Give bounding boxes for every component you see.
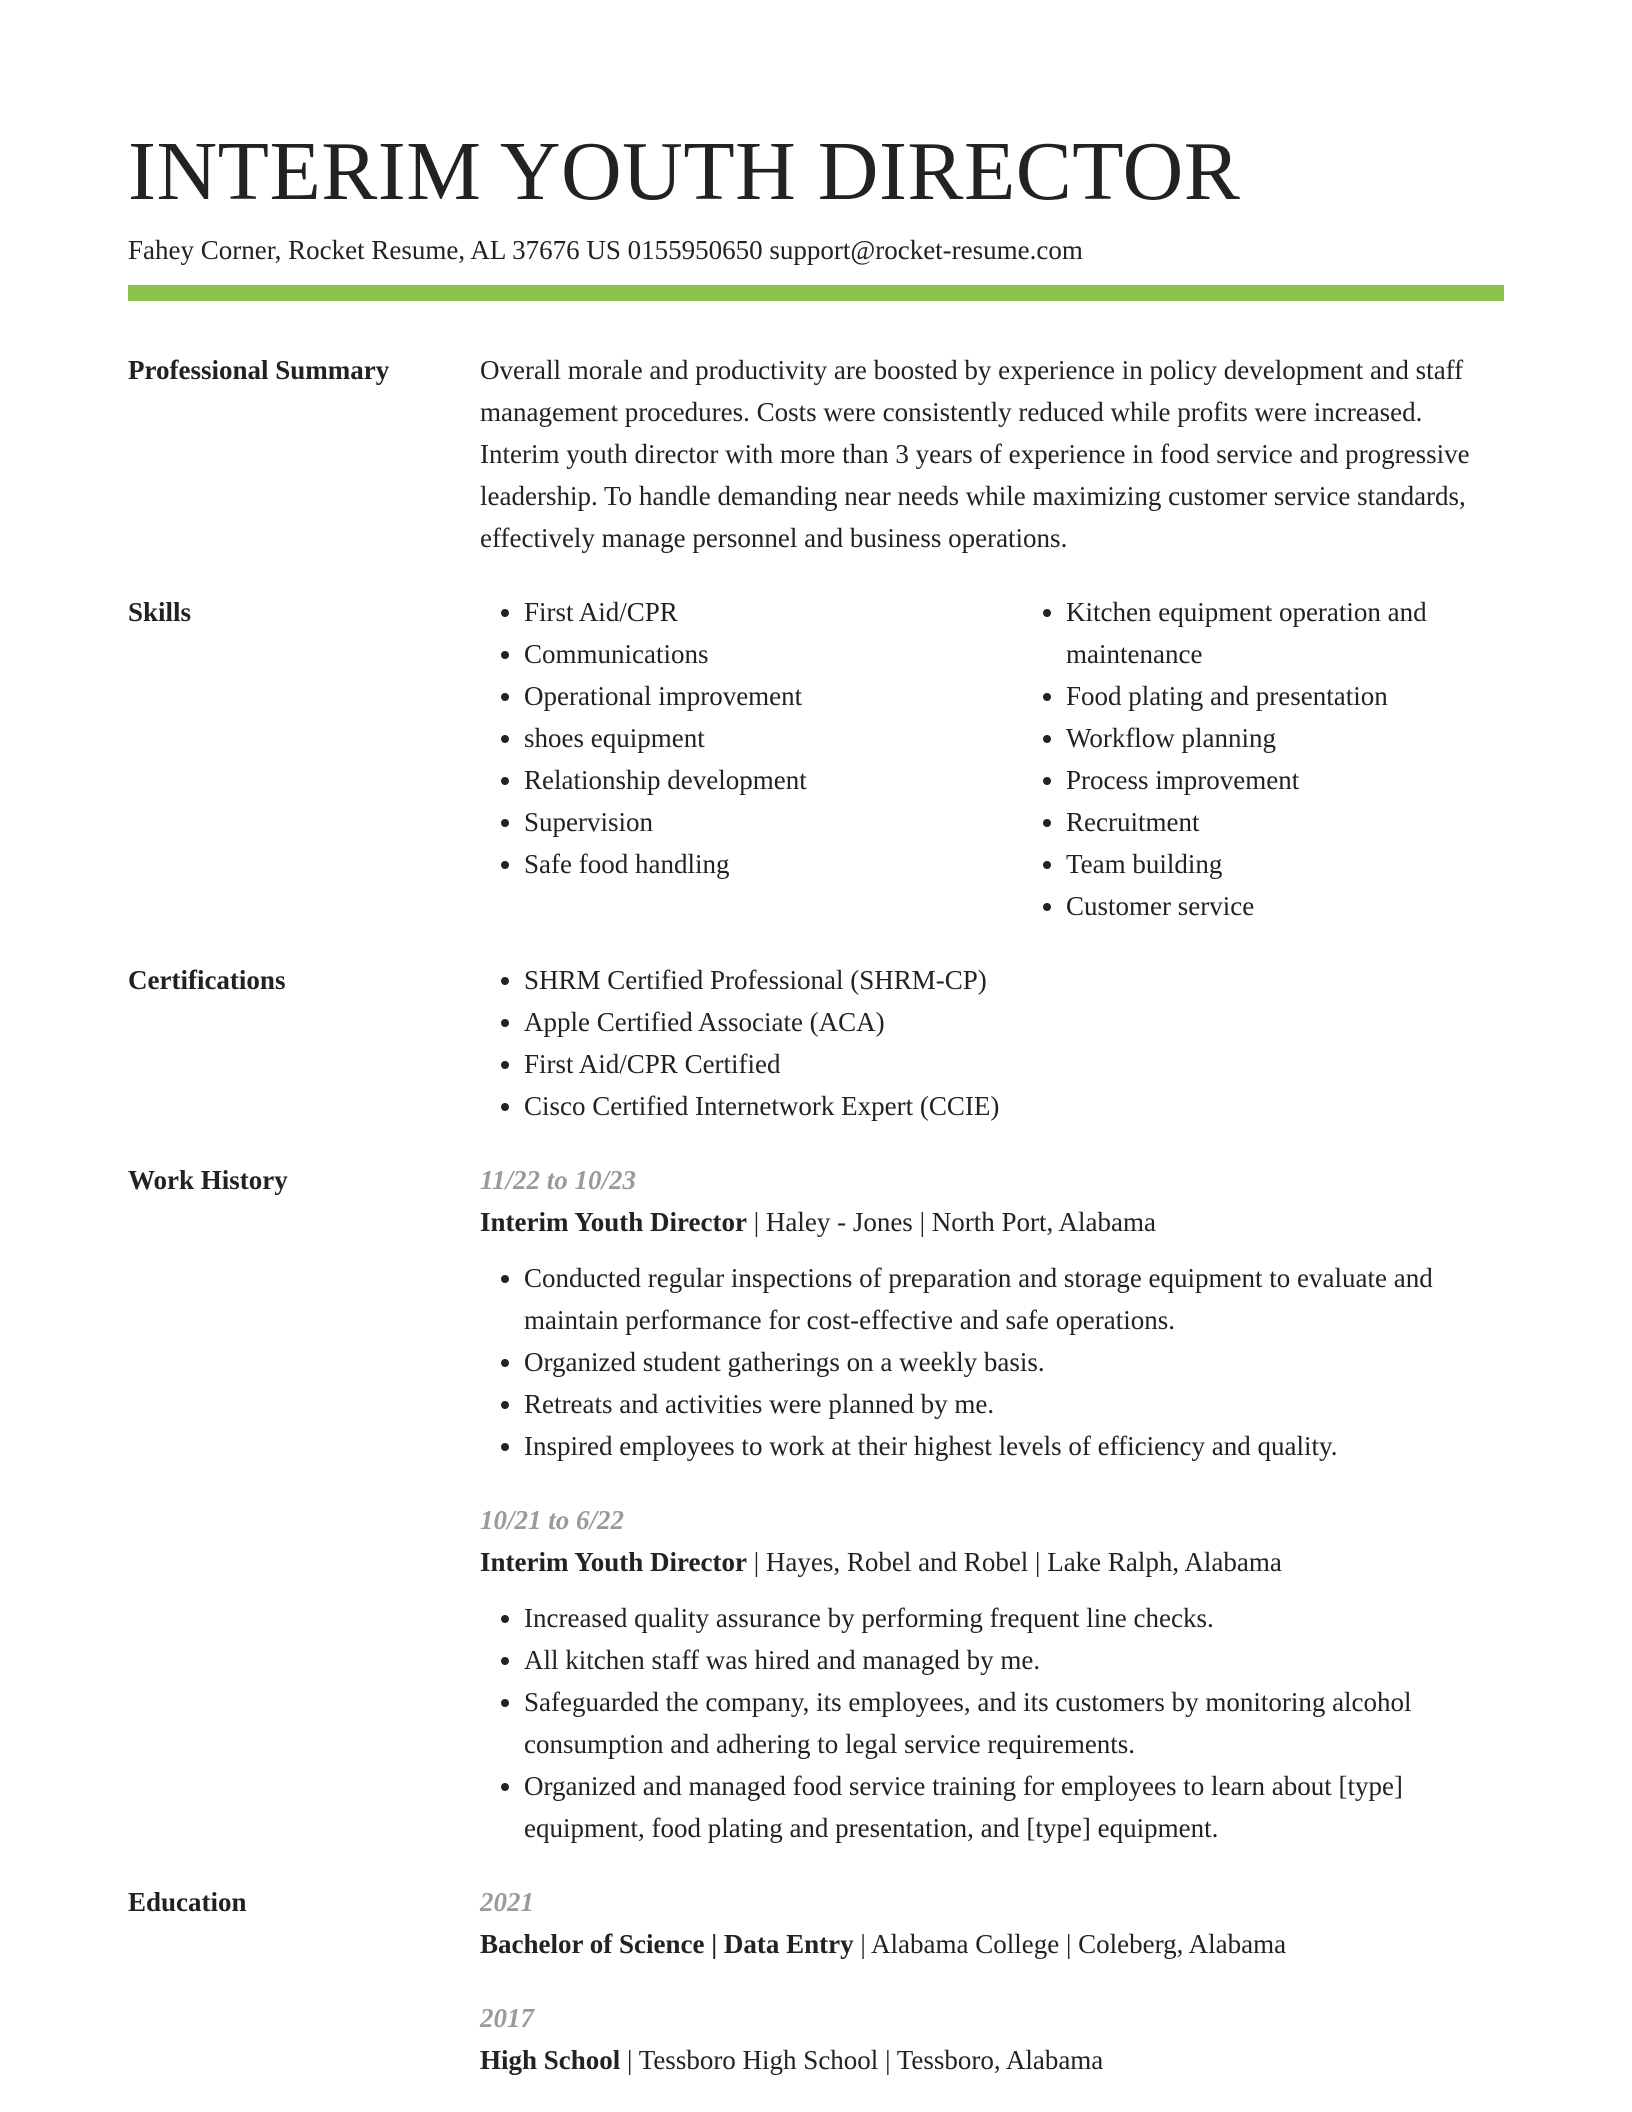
education-entry [480, 1881, 1504, 1965]
work-history-body [480, 1159, 1504, 1849]
job-dates: 11/22 to 10/23 [480, 1165, 637, 1195]
list-item: • Safe food handling [524, 843, 962, 885]
job-role-line [480, 1201, 1504, 1243]
education-section [128, 1881, 1504, 2081]
education-year: 2021 [480, 1887, 534, 1917]
list-item: • Operational improvement [524, 675, 962, 717]
job-role-line [480, 1541, 1504, 1583]
certifications-section [128, 959, 1504, 1127]
certifications-title: Certifications [128, 965, 286, 995]
list-item: • SHRM Certified Professional (SHRM-CP) [524, 959, 1504, 1001]
list-item: • Safeguarded the company, its employees, and its customers by monitoring alcohol consumption and adhering to legal service requirements. [524, 1681, 1504, 1765]
education-title: Education [128, 1887, 247, 1917]
list-item: • All kitchen staff was hired and managed by me. [524, 1639, 1504, 1681]
summary-title: Professional Summary [128, 355, 390, 385]
page-title: INTERIM YOUTH DIRECTOR [128, 125, 1241, 218]
job-entry [480, 1499, 1504, 1849]
list-item: • Increased quality assurance by performing frequent line checks. [524, 1597, 1504, 1639]
summary-text: Overall morale and productivity are boosted by experience in policy development and staff management procedures. Costs were consistently reduced while profits were increased. Interim youth director with more than 3 years of experience in food service and progressive leadership. To handle demanding near needs while maximizing customer service standards, effectively manage personnel and business operations. [480, 355, 1470, 553]
education-year: 2017 [480, 2003, 534, 2033]
list-item: • Supervision [524, 801, 962, 843]
contact-line: Fahey Corner, Rocket Resume, AL 37676 US 0155950650 support@rocket-resume.com [128, 235, 1083, 265]
job-dates: 10/21 to 6/22 [480, 1505, 625, 1535]
education-degree: High School [480, 2045, 621, 2075]
certifications-body [480, 959, 1504, 1127]
list-item: • Kitchen equipment operation and maintenance [1066, 591, 1504, 675]
job-role: Interim Youth Director [480, 1547, 747, 1577]
list-item: • Retreats and activities were planned by me. [524, 1383, 1504, 1425]
list-item: • Customer service [1066, 885, 1504, 927]
list-item: • Conducted regular inspections of preparation and storage equipment to evaluate and maintain performance for cost-effective and safe operations. [524, 1257, 1504, 1341]
list-item: • Inspired employees to work at their highest levels of efficiency and quality. [524, 1425, 1504, 1467]
list-item: • Organized and managed food service training for employees to learn about [type] equipment, food plating and presentation, and [type] equipment. [524, 1765, 1504, 1849]
list-item: • Organized student gatherings on a weekly basis. [524, 1341, 1504, 1383]
work-history-section [128, 1159, 1504, 1849]
list-item: • Workflow planning [1066, 717, 1504, 759]
education-line [480, 2039, 1504, 2081]
job-role: Interim Youth Director [480, 1207, 747, 1237]
education-details: | Alabama College | Coleberg, Alabama [853, 1929, 1287, 1959]
list-item: • Cisco Certified Internetwork Expert (CCIE) [524, 1085, 1504, 1127]
work-history-title: Work History [128, 1165, 288, 1195]
job-details: | Hayes, Robel and Robel | Lake Ralph, Alabama [746, 1547, 1282, 1577]
skills-title: Skills [128, 597, 192, 627]
list-item: • First Aid/CPR [524, 591, 962, 633]
job-bullets [480, 1257, 1504, 1467]
summary-body [480, 349, 1504, 559]
accent-rule [128, 285, 1504, 301]
job-details: | Haley - Jones | North Port, Alabama [746, 1207, 1156, 1237]
skills-list-left [480, 591, 962, 927]
resume-content [128, 349, 1504, 2081]
certifications-list [480, 959, 1504, 1127]
list-item: • Team building [1066, 843, 1504, 885]
job-bullets [480, 1597, 1504, 1849]
education-entry [480, 1997, 1504, 2081]
list-item: • First Aid/CPR Certified [524, 1043, 1504, 1085]
skills-list-right [1022, 591, 1504, 927]
list-item: • Communications [524, 633, 962, 675]
list-item: • Recruitment [1066, 801, 1504, 843]
list-item: • Apple Certified Associate (ACA) [524, 1001, 1504, 1043]
education-line [480, 1923, 1504, 1965]
education-details: | Tessboro High School | Tessboro, Alabama [620, 2045, 1104, 2075]
list-item: • Process improvement [1066, 759, 1504, 801]
skills-columns [480, 591, 1504, 927]
list-item: • Relationship development [524, 759, 962, 801]
skills-section [128, 591, 1504, 927]
education-body [480, 1881, 1504, 2081]
list-item: • shoes equipment [524, 717, 962, 759]
education-degree: Bachelor of Science | Data Entry [480, 1929, 854, 1959]
job-entry [480, 1159, 1504, 1467]
summary-section [128, 349, 1504, 559]
list-item: • Food plating and presentation [1066, 675, 1504, 717]
